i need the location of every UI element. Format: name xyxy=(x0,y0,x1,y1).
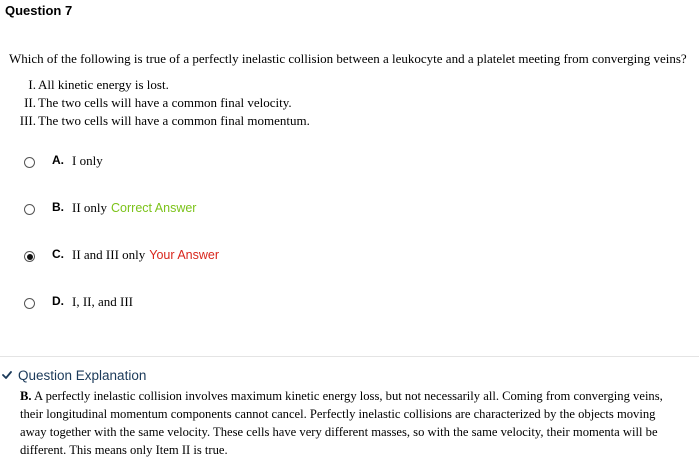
choice-text: II only Correct Answer xyxy=(72,200,197,215)
question-title: Question 7 xyxy=(5,3,73,18)
choice-text: II and III only Your Answer xyxy=(72,247,220,262)
statement-number: III. xyxy=(19,113,36,128)
correct-answer-tag: Correct Answer xyxy=(111,201,197,215)
statement-number: II. xyxy=(24,95,36,110)
radio-button[interactable] xyxy=(24,157,35,168)
explanation-line: different. This means only Item II is true. xyxy=(20,443,228,457)
explanation-body xyxy=(20,387,692,459)
your-answer-tag: Your Answer xyxy=(149,248,220,262)
choice-c[interactable] xyxy=(20,247,440,267)
choice-b[interactable] xyxy=(20,200,440,220)
radio-button-selected[interactable] xyxy=(24,251,35,262)
statement-text: All kinetic energy is lost. xyxy=(38,77,169,92)
choice-letter: B. xyxy=(52,200,64,214)
radio-button[interactable] xyxy=(24,298,35,309)
explanation-header: Question Explanation xyxy=(18,368,147,383)
choice-a[interactable] xyxy=(20,153,440,173)
statement-text: The two cells will have a common final velocity. xyxy=(38,95,292,110)
statement-number: I. xyxy=(28,77,36,92)
explanation-answer-letter: B. xyxy=(20,389,32,403)
explanation-line: away together with the same velocity. These cells have very different masses, so with the same velocity, their momenta will be xyxy=(20,425,658,439)
choice-letter: A. xyxy=(52,153,64,167)
statement-3 xyxy=(18,113,310,129)
choice-letter: C. xyxy=(52,247,64,261)
statement-1 xyxy=(18,77,169,93)
radio-button[interactable] xyxy=(24,204,35,215)
question-stem: Which of the following is true of a perfectly inelastic collision between a leukocyte and a platelet meeting from converging veins? xyxy=(9,51,687,66)
divider xyxy=(0,356,699,357)
explanation-line: their longitudinal momentum components cannot cancel. Perfectly inelastic collisions are characterized by the objects moving xyxy=(20,407,656,421)
choice-letter: D. xyxy=(52,294,64,308)
choice-text: I, II, and III xyxy=(72,294,133,309)
statement-text: The two cells will have a common final momentum. xyxy=(38,113,310,128)
explanation-line: B. A perfectly inelastic collision involves maximum kinetic energy loss, but not necessarily all. Coming from converging veins, xyxy=(20,389,663,403)
choice-text: I only xyxy=(72,153,103,168)
check-icon xyxy=(2,371,12,379)
choice-d[interactable] xyxy=(20,294,440,314)
statement-2 xyxy=(18,95,292,111)
